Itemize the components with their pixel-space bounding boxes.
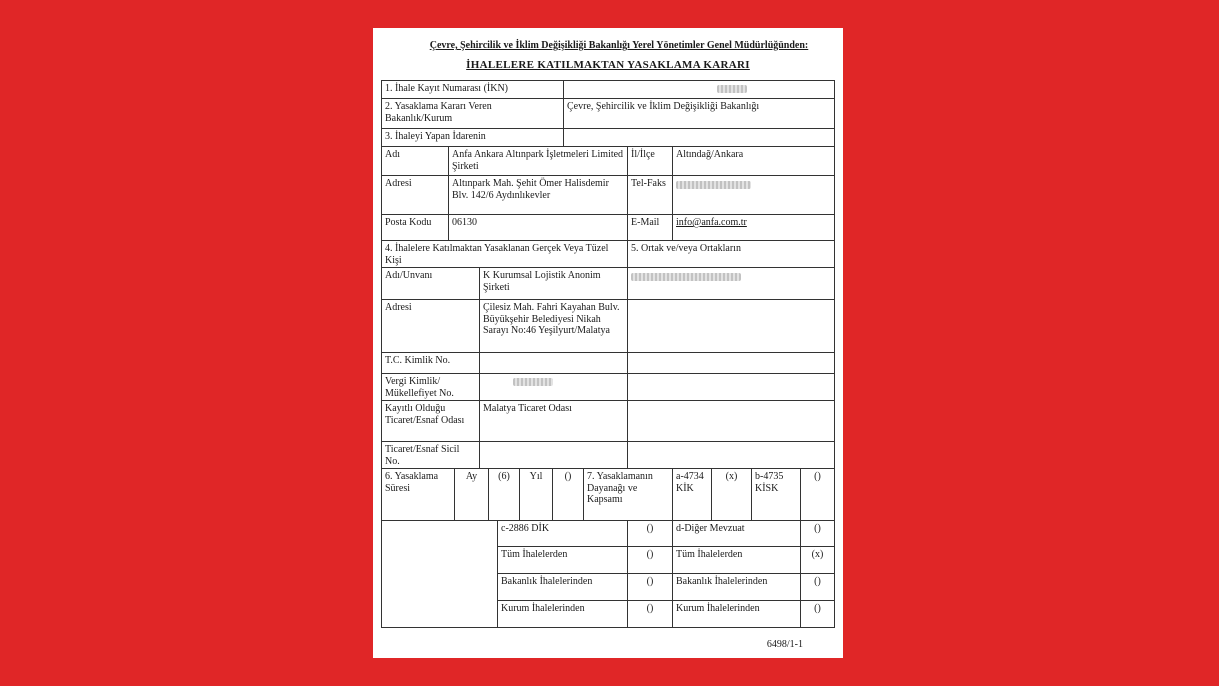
all-tenders-left-value: () — [627, 546, 673, 574]
admin-label: 3. İhaleyi Yapan İdarenin — [381, 128, 564, 147]
redacted-ikn — [717, 85, 747, 93]
other-d-value: () — [800, 520, 835, 547]
redacted-partner — [631, 273, 741, 281]
dik-c-value: () — [627, 520, 673, 547]
kik-a-label: a-4734 KİK — [672, 468, 712, 521]
banned-name-value: K Kurumsal Lojistik Anonim Şirketi — [479, 267, 628, 300]
all-tenders-right-label: Tüm İhalelerden — [672, 546, 801, 574]
partners-label: 5. Ortak ve/veya Ortakların — [627, 240, 835, 268]
email-label: E-Mail — [627, 214, 673, 241]
tax-label: Vergi Kimlik/ Mükellefiyet No. — [381, 373, 480, 401]
other-d-label: d-Diğer Mevzuat — [672, 520, 801, 547]
authority-label: 2. Yasaklama Kararı Veren Bakanlık/Kurum — [381, 98, 564, 129]
tc-label: T.C. Kimlik No. — [381, 352, 480, 374]
registry-value — [479, 441, 628, 469]
ministry-line: Çevre, Şehircilik ve İklim Değişikliği Bakanlığı Yerel Yönetimler Genel Müdürlüğünden: — [429, 40, 809, 51]
inst-tenders-right-label: Kurum İhalelerinden — [672, 600, 801, 628]
chamber-value: Malatya Ticaret Odası — [479, 400, 628, 442]
admin-name-label: Adı — [381, 146, 449, 176]
kisk-b-value: () — [800, 468, 835, 521]
month-value: (6) — [488, 468, 520, 521]
kisk-b-label: b-4735 KİSK — [751, 468, 801, 521]
ministry-tenders-right-label: Bakanlık İhalelerinden — [672, 573, 801, 601]
banned-party-label: 4. İhalelere Katılmaktan Yasaklanan Gerçek Veya Tüzel Kişi — [381, 240, 628, 268]
month-label: Ay — [454, 468, 489, 521]
scope-empty — [381, 520, 498, 628]
admin-empty — [563, 128, 835, 147]
all-tenders-right-value: (x) — [800, 546, 835, 574]
partner-tax-value — [627, 373, 835, 401]
registry-label: Ticaret/Esnaf Sicil No. — [381, 441, 480, 469]
partner-address-value — [627, 299, 835, 353]
banned-address-value: Çilesiz Mah. Fahri Kayahan Bulv. Büyükşehir Belediyesi Nikah Sarayı No:46 Yeşilyurt/Malatya — [479, 299, 628, 353]
kik-a-value: (x) — [711, 468, 752, 521]
dik-c-label: c-2886 DİK — [497, 520, 628, 547]
banned-address-label: Adresi — [381, 299, 480, 353]
year-label: Yıl — [519, 468, 553, 521]
province-label: İl/İlçe — [627, 146, 673, 176]
redacted-phone — [676, 181, 751, 189]
basis-label: 7. Yasaklamanın Dayanağı ve Kapsamı — [583, 468, 673, 521]
duration-label: 6. Yasaklama Süresi — [381, 468, 455, 521]
document-page — [373, 28, 843, 658]
document-title: İHALELERE KATILMAKTAN YASAKLAMA KARARI — [466, 59, 750, 71]
partner-tc-value — [627, 352, 835, 374]
tax-value — [479, 373, 628, 401]
ministry-tenders-left-label: Bakanlık İhalelerinden — [497, 573, 628, 601]
authority-value: Çevre, Şehircilik ve İklim Değişikliği Bakanlığı — [563, 98, 835, 129]
inst-tenders-left-label: Kurum İhalelerinden — [497, 600, 628, 628]
postal-label: Posta Kodu — [381, 214, 449, 241]
footer-code: 6498/1-1 — [766, 639, 803, 650]
year-value: () — [552, 468, 584, 521]
inst-tenders-right-value: () — [800, 600, 835, 628]
telfax-label: Tel-Faks — [627, 175, 673, 215]
postal-value: 06130 — [448, 214, 628, 241]
email-value[interactable]: info@anfa.com.tr — [672, 214, 835, 241]
admin-address-value: Altınpark Mah. Şehit Ömer Halisdemir Blv. 142/6 Aydınlıkevler — [448, 175, 628, 215]
ikn-label: 1. İhale Kayıt Numarası (İKN) — [381, 80, 564, 99]
admin-address-label: Adresi — [381, 175, 449, 215]
admin-name-value: Anfa Ankara Altınpark İşletmeleri Limited Şirketi — [448, 146, 628, 176]
partner-registry-value — [627, 441, 835, 469]
inst-tenders-left-value: () — [627, 600, 673, 628]
partner-name-value — [627, 267, 835, 300]
chamber-label: Kayıtlı Olduğu Ticaret/Esnaf Odası — [381, 400, 480, 442]
redacted-tax — [513, 378, 553, 386]
ministry-tenders-right-value: () — [800, 573, 835, 601]
banned-name-label: Adı/Unvanı — [381, 267, 480, 300]
tc-value — [479, 352, 628, 374]
telfax-value — [672, 175, 835, 215]
ikn-value — [563, 80, 835, 99]
ministry-tenders-left-value: () — [627, 573, 673, 601]
all-tenders-left-label: Tüm İhalelerden — [497, 546, 628, 574]
partner-chamber-value — [627, 400, 835, 442]
province-value: Altındağ/Ankara — [672, 146, 835, 176]
